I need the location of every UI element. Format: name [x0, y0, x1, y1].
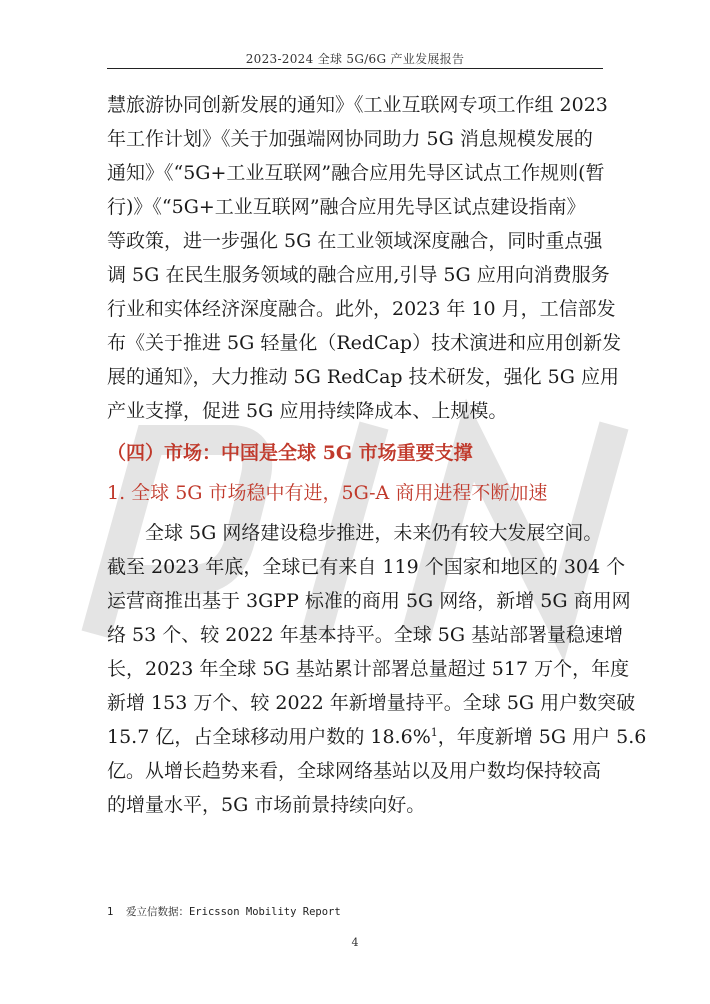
page-number: 4 — [351, 936, 359, 949]
subsection-heading: 1. 全球 5G 市场稳中有进，5G-A 商用进程不断加速 — [107, 482, 548, 504]
body-line: 行)》《“5G+工业互联网”融合应用先导区试点建设指南》 — [107, 196, 586, 218]
footnote-marker: 1 — [107, 906, 114, 918]
body-line: 亿。从增长趋势来看，全球网络基站以及用户数均保持较高 — [107, 760, 602, 782]
body-line: 长，2023 年全球 5G 基站累计部署总量超过 517 万个，年度 — [107, 658, 630, 680]
footnote-reference[interactable]: 1 — [430, 726, 438, 739]
body-line: 产业支撑，促进 5G 应用持续降成本、上规模。 — [107, 400, 508, 422]
body-line: 截至 2023 年底，全球已有来自 119 个国家和地区的 304 个 — [107, 556, 626, 578]
header-rule — [107, 68, 603, 69]
body-line-with-footnote — [107, 720, 647, 754]
body-line: 行业和实体经济深度融合。此外，2023 年 10 月，工信部发 — [107, 298, 616, 320]
body-line: 络 53 个、较 2022 年基本持平。全球 5G 基站部署量稳速增 — [107, 624, 624, 646]
body-text: 15.7 亿，占全球移动用户数的 18.6% — [107, 726, 431, 748]
footnote — [107, 904, 341, 919]
body-line: 等政策，进一步强化 5G 在工业领域深度融合，同时重点强 — [107, 230, 603, 252]
body-line: 全球 5G 网络建设稳步推进，未来仍有较大发展空间。 — [145, 522, 603, 544]
body-line: 年工作计划》《关于加强端网协同助力 5G 消息规模发展的 — [107, 128, 593, 150]
body-line: 的增量水平，5G 市场前景持续向好。 — [107, 794, 426, 816]
section-heading: （四）市场：中国是全球 5G 市场重要支撑 — [107, 442, 473, 464]
body-line: 运营商推出基于 3GPP 标准的商用 5G 网络，新增 5G 商用网 — [107, 590, 631, 612]
body-line: 布《关于推进 5G 轻量化（RedCap）技术演进和应用创新发 — [107, 332, 622, 354]
body-line: 调 5G 在民生服务领域的融合应用,引导 5G 应用向消费服务 — [107, 264, 610, 286]
running-header: 2023-2024 全球 5G/6G 产业发展报告 — [245, 52, 465, 66]
body-text: ，年度新增 5G 用户 5.6 — [437, 726, 647, 748]
body-line: 新增 153 万个、较 2022 年新增量持平。全球 5G 用户数突破 — [107, 692, 636, 714]
body-line: 慧旅游协同创新发展的通知》《工业互联网专项工作组 2023 — [107, 94, 608, 116]
footnote-text: 爱立信数据：Ericsson Mobility Report — [125, 906, 341, 918]
body-line: 通知》《“5G+工业互联网”融合应用先导区试点工作规则(暂 — [107, 162, 605, 184]
body-line: 展的通知》，大力推动 5G RedCap 技术研发，强化 5G 应用 — [107, 366, 619, 388]
